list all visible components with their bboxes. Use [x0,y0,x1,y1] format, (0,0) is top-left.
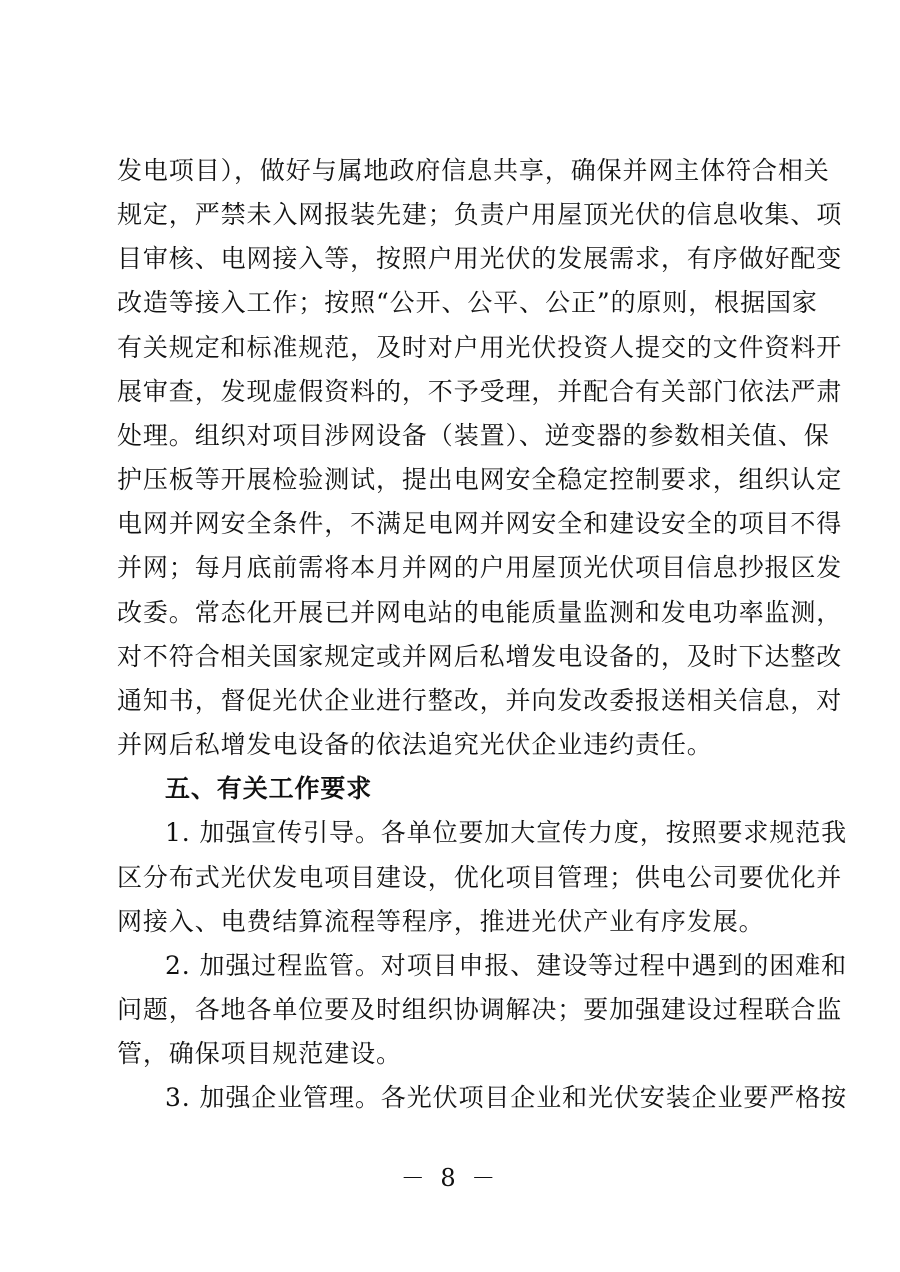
section-heading: 五、有关工作要求 [165,774,373,803]
body-text-line: 目审核、电网接入等，按照户用光伏的发展需求，有序做好配变 [117,244,843,273]
item-text-line: 管，确保项目规范建设。 [117,1039,402,1068]
item-text-line: 区分布式光伏发电项目建设，优化项目管理；供电公司要优化并 [117,863,843,892]
item-text-line: 网接入、电费结算流程等程序，推进光伏产业有序发展。 [117,907,765,936]
body-text-line: 电网并网安全条件，不满足电网并网安全和建设安全的项目不得 [117,509,843,538]
body-text-line: 护压板等开展检验测试，提出电网安全稳定控制要求，组织认定 [117,465,843,494]
body-text-line: 并网；每月底前需将本月并网的户用屋顶光伏项目信息抄报区发 [117,553,843,582]
body-text-line: 展审查，发现虚假资料的，不予受理，并配合有关部门依法严肃 [117,377,843,406]
body-text-line: 通知书，督促光伏企业进行整改，并向发改委报送相关信息，对 [117,686,843,715]
body-text-line: 有关规定和标准规范，及时对户用光伏投资人提交的文件资料开 [117,333,843,362]
page-number: － 8 － [400,1164,500,1192]
body-text-line: 并网后私增发电设备的依法追究光伏企业违约责任。 [117,730,713,759]
item-text-line: 3. 加强企业管理。各光伏项目企业和光伏安装企业要严格按 [165,1083,848,1112]
body-text-line: 发电项目），做好与属地政府信息共享，确保并网主体符合相关 [117,156,830,185]
body-text-line: 处理。组织对项目涉网设备（装置）、逆变器的参数相关值、保 [117,421,830,450]
body-text-line: 改委。常态化开展已并网电站的电能质量监测和发电功率监测， [117,598,843,627]
item-text-line: 1. 加强宣传引导。各单位要加大宣传力度，按照要求规范我 [165,818,848,847]
body-text-line: 规定，严禁未入网报装先建；负责户用屋顶光伏的信息收集、项 [117,200,843,229]
item-text-line: 2. 加强过程监管。对项目申报、建设等过程中遇到的困难和 [165,951,848,980]
body-text-line: 对不符合相关国家规定或并网后私增发电设备的，及时下达整改 [117,642,843,671]
body-text-line: 改造等接入工作；按照“公开、公平、公正”的原则，根据国家 [117,288,818,317]
item-text-line: 问题，各地各单位要及时组织协调解决；要加强建设过程联合监 [117,995,843,1024]
